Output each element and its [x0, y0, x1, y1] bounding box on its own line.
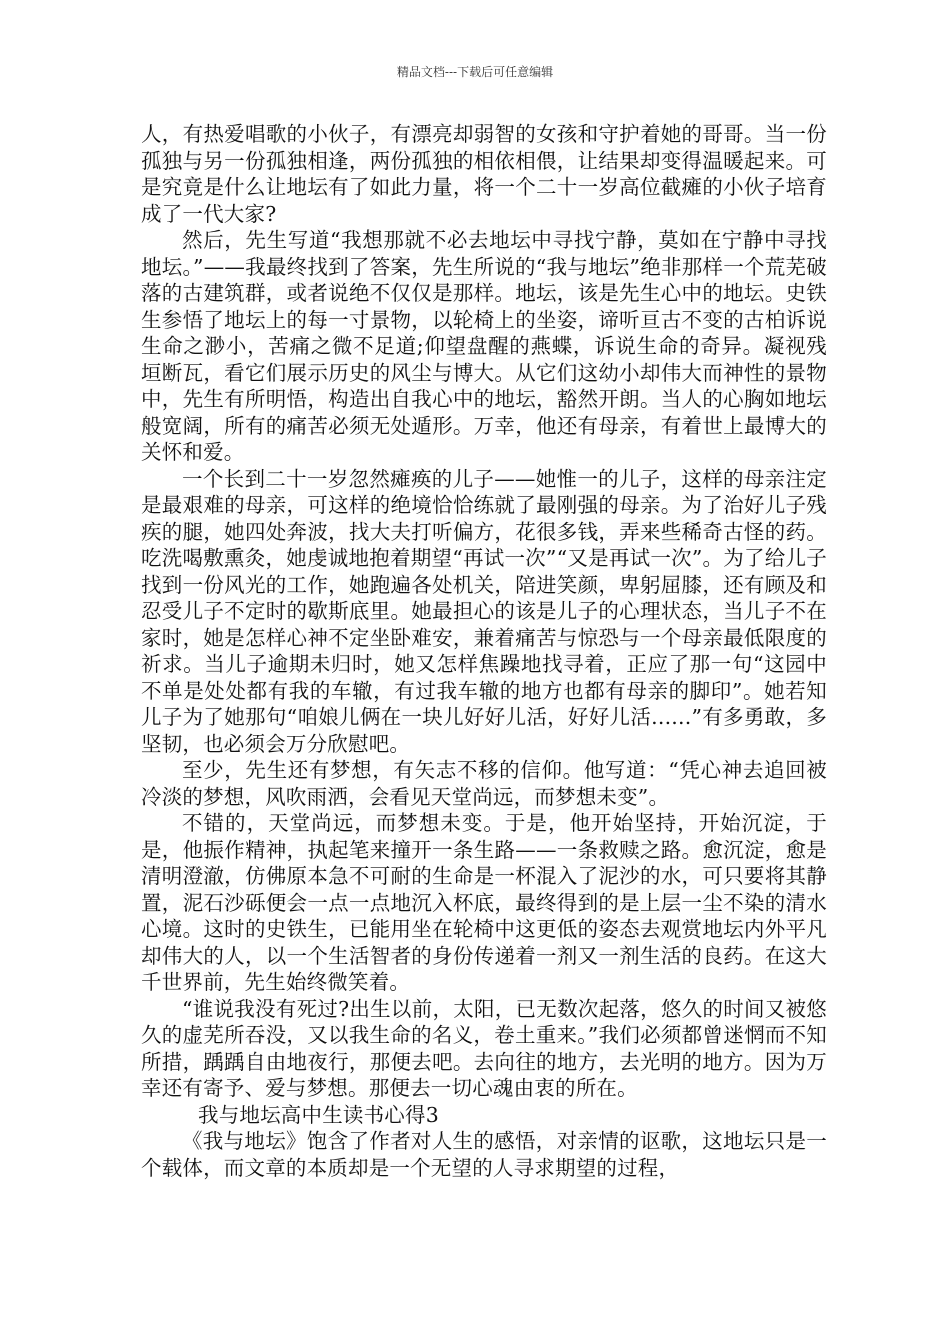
- section-heading: 我与地坛高中生读书心得3: [198, 1102, 439, 1127]
- body-paragraph-7: 《我与地坛》饱含了作者对人生的感悟，对亲情的讴歌，这地坛只是一个载体，而文章的本质却是一个无望的人寻求期望的过程，: [141, 1129, 827, 1180]
- body-paragraph-1: 人，有热爱唱歌的小伙子，有漂亮却弱智的女孩和守护着她的哥哥。当一份孤独与另一份孤独相逢，两份孤独的相依相偎，让结果却变得温暖起来。可是究竟是什么让地坛有了如此力量，将一个二十一岁高位截瘫的小伙子培育成了一代大家?: [141, 122, 827, 226]
- body-paragraph-5: 不错的，天堂尚远，而梦想未变。于是，他开始坚持，开始沉淀，于是，他振作精神，执起笔来撞开一条生路——一条救赎之路。愈沉淀，愈是清明澄澈，仿佛原本急不可耐的生命是一杯混入了泥沙的水，可只要将其静置，泥石沙砾便会一点一点地沉入杯底，最终得到的是上层一尘不染的清水心境。这时的史铁生，已能用坐在轮椅中这更低的姿态去观赏地坛内外平凡却伟大的人，以一个生活智者的身份传递着一剂又一剂生活的良药。在这大千世界前，先生始终微笑着。: [141, 811, 827, 994]
- body-paragraph-3: 一个长到二十一岁忽然瘫痪的儿子——她惟一的儿子，这样的母亲注定是最艰难的母亲，可这样的绝境恰恰练就了最刚强的母亲。为了治好儿子残疾的腿，她四处奔波，找大夫打听偏方，花很多钱，弄来些稀奇古怪的药。吃洗喝敷熏灸，她虔诚地抱着期望“再试一次”“又是再试一次”。为了给儿子找到一份风光的工作，她跑遍各处机关，陪进笑颜，卑躬屈膝，还有顾及和忍受儿子不定时的歇斯底里。她最担心的该是儿子的心理状态，当儿子不在家时，她是怎样心神不定坐卧难安，兼着痛苦与惊恐与一个母亲最低限度的祈求。当儿子逾期未归时，她又怎样焦躁地找寻着，正应了那一句“这园中不单是处处都有我的车辙，有过我车辙的地方也都有母亲的脚印”。她若知儿子为了她那句“咱娘儿俩在一块儿好好儿活，好好儿活......”有多勇敢，多坚韧，也必须会万分欣慰吧。: [141, 466, 827, 756]
- document-body: [141, 121, 827, 1181]
- body-paragraph-6: “谁说我没有死过?出生以前，太阳，已无数次起落，悠久的时间又被悠久的虚芜所吞没，又以我生命的名义，卷土重来。”我们必须都曾迷惘而不知所措，踽踽自由地夜行，那便去吧。去向往的地方，去光明的地方。因为万幸还有寄予、爱与梦想。那便去一切心魂由衷的所在。: [141, 996, 827, 1100]
- body-paragraph-4: 至少，先生还有梦想，有矢志不移的信仰。他写道：“凭心神去追回被冷淡的梦想，风吹雨洒，会看见天堂尚远，而梦想未变”。: [141, 758, 827, 809]
- body-paragraph-2: 然后，先生写道“我想那就不必去地坛中寻找宁静，莫如在宁静中寻找地坛。”——我最终找到了答案，先生所说的“我与地坛”绝非那样一个荒芜破落的古建筑群，或者说绝不仅仅是那样。地坛，该是先生心中的地坛。史铁生参悟了地坛上的每一寸景物，以轮椅上的坐姿，谛听亘古不变的古柏诉说生命之渺小，苦痛之微不足道;仰望盘醒的燕蝶，诉说生命的奇异。凝视残垣断瓦，看它们展示历史的风尘与博大。从它们这幼小却伟大而神性的景物中，先生有所明悟，构造出自我心中的地坛，豁然开朗。当人的心胸如地坛般宽阔，所有的痛苦必须无处遁形。万幸，他还有母亲，有着世上最博大的关怀和爱。: [141, 228, 827, 464]
- page-header: 精品文档---下载后可任意编辑: [396, 65, 554, 79]
